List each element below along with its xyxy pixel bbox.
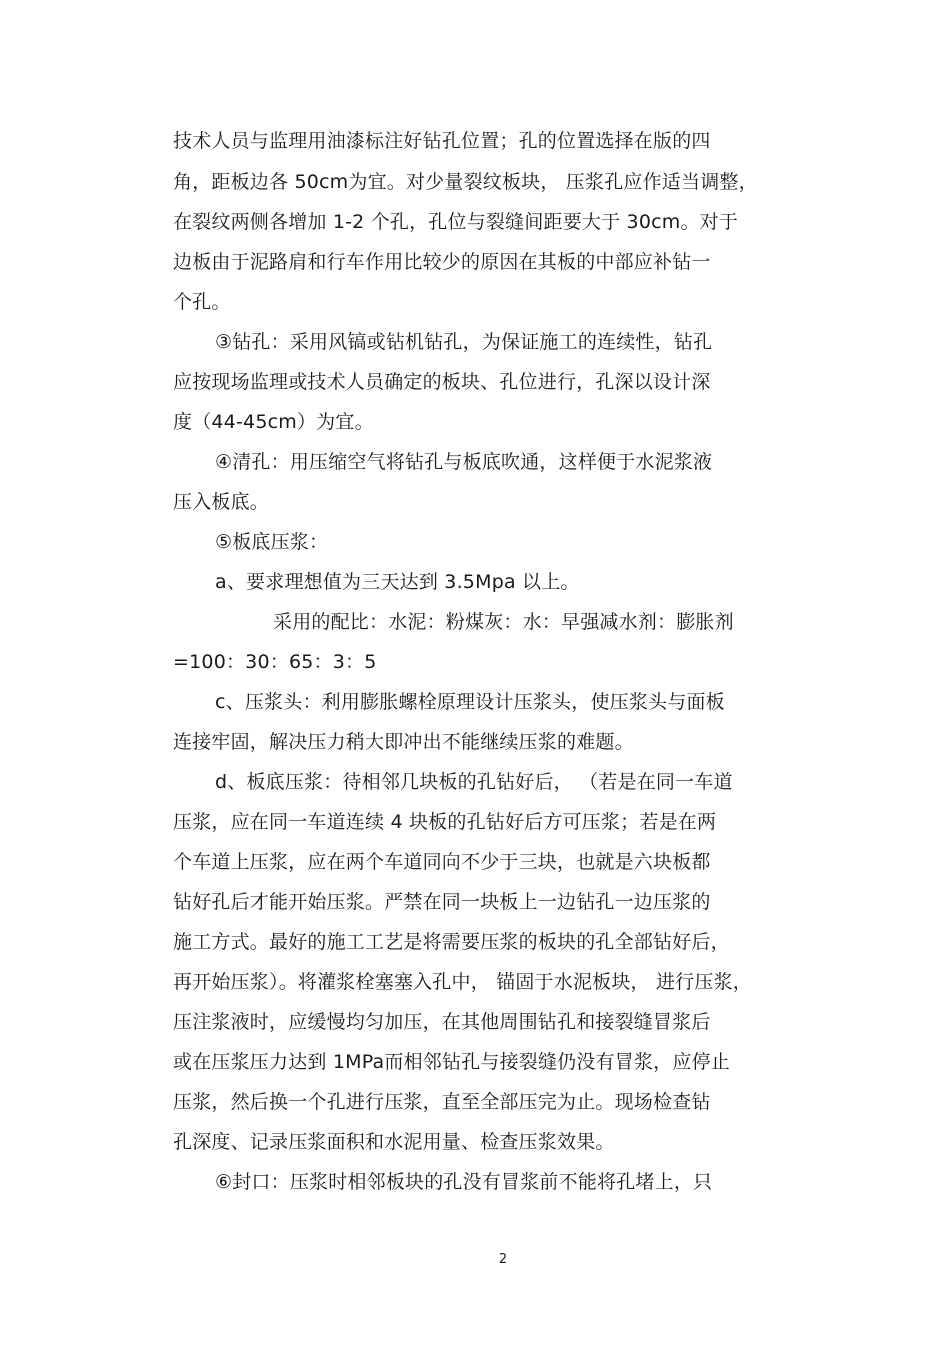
body-line-9: ④清孔：用压缩空气将钻孔与板底吹通，这样便于水泥浆液 — [215, 451, 713, 473]
body-line-1: 技术人员与监理用油漆标注好钻孔位置；孔的位置选择在版的四 — [173, 130, 711, 152]
body-line-15: c、压浆头：利用膨胀螺栓原理设计压浆头，使压浆头与面板 — [215, 691, 725, 713]
body-line-19: 个车道上压浆，应在两个车道同向不少于三块，也就是六块板都 — [173, 851, 711, 873]
body-line-16: 连接牢固，解决压力稍大即冲出不能继续压浆的难题。 — [173, 731, 634, 753]
body-line-14: =100：30：65：3：5 — [173, 651, 377, 673]
body-line-5: 个孔。 — [173, 291, 231, 313]
body-line-25: 压浆，然后换一个孔进行压浆，直至全部压完为止。现场检查钻 — [173, 1091, 711, 1113]
body-line-4: 边板由于泥路肩和行车作用比较少的原因在其板的中部应补钻一 — [173, 251, 711, 273]
body-line-10: 压入板底。 — [173, 491, 270, 513]
body-line-27: ⑥封口：压浆时相邻板块的孔没有冒浆前不能将孔堵上，只 — [215, 1171, 713, 1193]
body-line-22: 再开始压浆）。将灌浆栓塞塞入孔中， 锚固于水泥板块， 进行压浆， — [173, 971, 752, 993]
body-line-11: ⑤板底压浆： — [215, 531, 329, 553]
body-line-7: 应按现场监理或技术人员确定的板块、孔位进行，孔深以设计深 — [173, 371, 711, 393]
body-line-6: ③钻孔：采用风镐或钻机钻孔，为保证施工的连续性，钻孔 — [215, 331, 713, 353]
body-line-23: 压注浆液时，应缓慢均匀加压，在其他周围钻孔和接裂缝冒浆后 — [173, 1011, 711, 1033]
body-line-2: 角，距板边各 50cm为宜。对少量裂纹板块， 压浆孔应作适当调整， — [173, 171, 758, 193]
body-line-17: d、板底压浆：待相邻几块板的孔钻好后， （若是在同一车道 — [215, 771, 733, 793]
body-line-24: 或在压浆压力达到 1MPa而相邻钻孔与接裂缝仍没有冒浆，应停止 — [173, 1051, 730, 1073]
body-line-26: 孔深度、记录压浆面积和水泥用量、检查压浆效果。 — [173, 1131, 615, 1153]
body-line-12: a、要求理想值为三天达到 3.5Mpa 以上。 — [215, 571, 580, 593]
body-line-3: 在裂纹两侧各增加 1-2 个孔，孔位与裂缝间距要大于 30cm。对于 — [173, 211, 739, 233]
body-line-18: 压浆，应在同一车道连续 4 块板的孔钻好后方可压浆；若是在两 — [173, 811, 717, 833]
body-line-20: 钻好孔后才能开始压浆。严禁在同一块板上一边钻孔一边压浆的 — [173, 891, 711, 913]
body-line-8: 度（44-45cm）为宜。 — [173, 411, 374, 433]
body-line-21: 施工方式。最好的施工工艺是将需要压浆的板块的孔全部钻好后， — [173, 931, 730, 953]
body-line-13: 采用的配比：水泥：粉煤灰：水：早强减水剂：膨胀剂 — [273, 611, 734, 633]
page-number: 2 — [498, 1252, 508, 1267]
